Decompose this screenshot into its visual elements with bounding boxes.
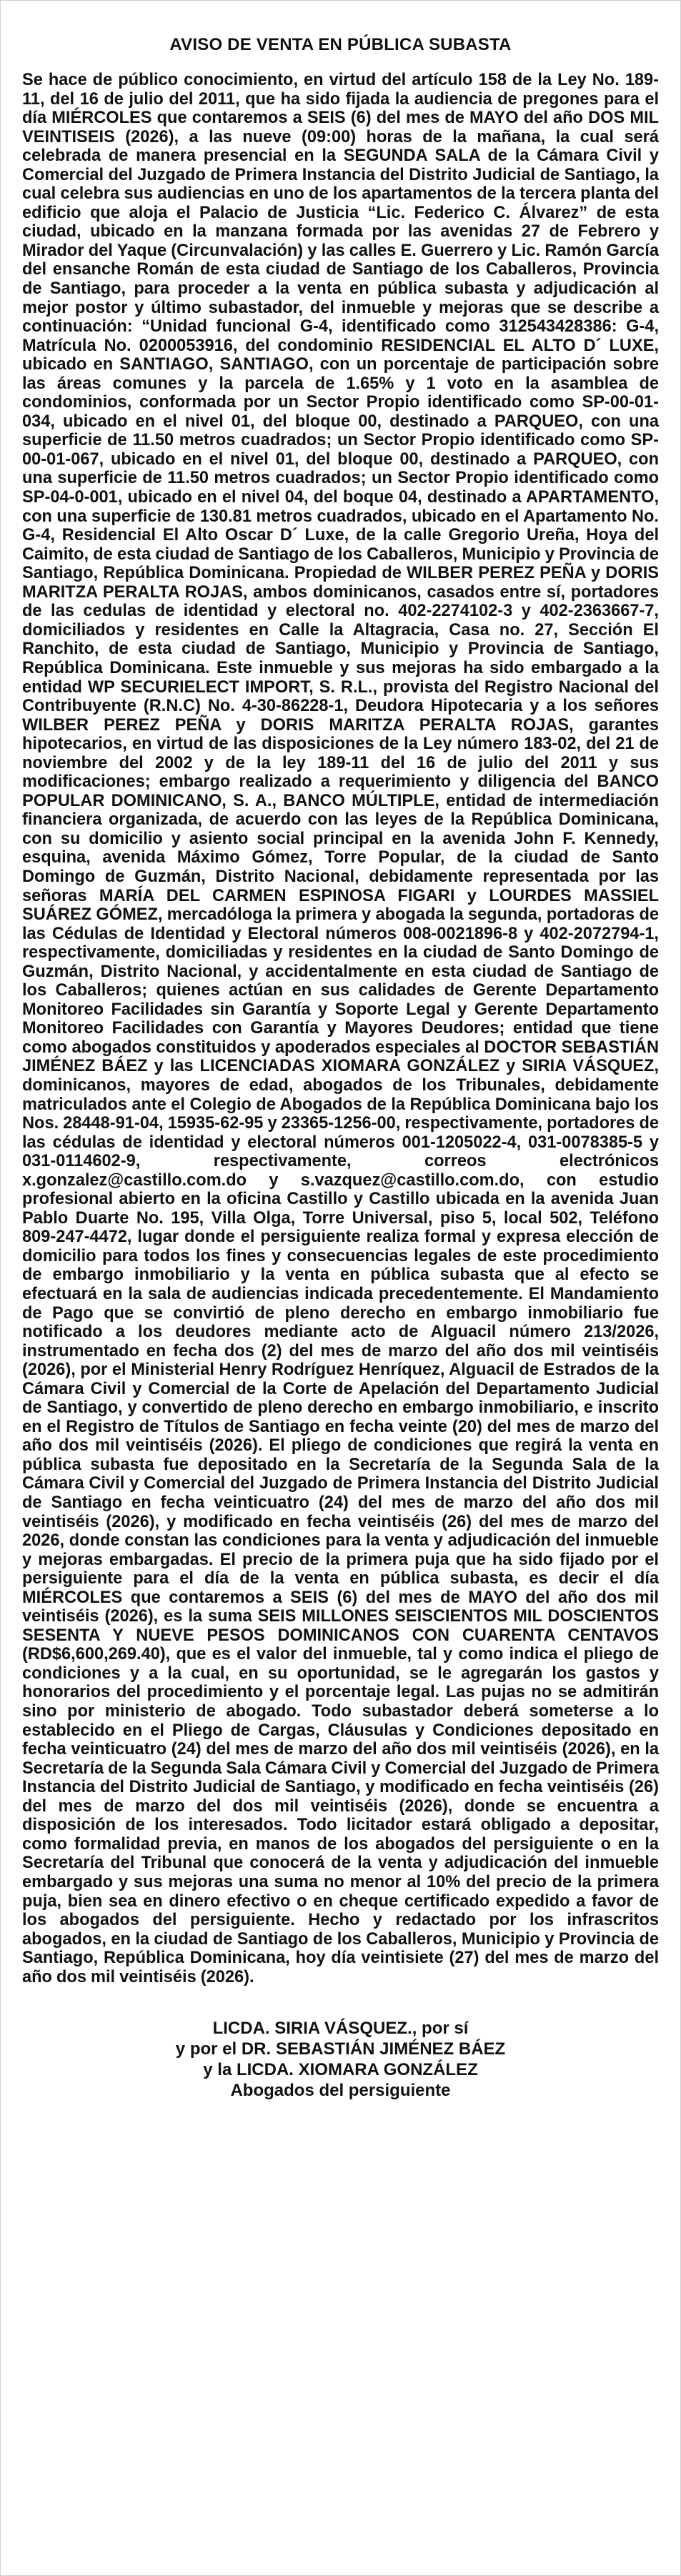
signature-line-4: Abogados del persiguiente bbox=[230, 2081, 451, 2101]
notice-title: AVISO DE VENTA EN PÚBLICA SUBASTA bbox=[169, 35, 512, 54]
notice-body: Se hace de público conocimiento, en virtud del artículo 158 de la Ley No. 189-11, del 16 de julio del 2011, que ha sido fijada la audiencia de pregones para el día MIÉRCOLES que contaremos a SEIS (6) del mes de MAYO del año DOS MIL VEINTISEIS (2026), a las nueve (09:00) horas de la mañana, la cual será celebrada de manera presencial en la SEGUNDA SALA de la Cámara Civil y Comercial del Juzgado de Primera Instancia del Distrito Judicial de Santiago, la cual celebra sus audiencias en uno de los apartamentos de la tercera planta del edificio que aloja el Palacio de Justicia “Lic. Federico C. Álvarez” de esta ciudad, ubicado en la manzana formada por las avenidas 27 de Febrero y Mirador del Yaque (Circunvalación) y las calles E. Guerrero y Lic. Ramón García del ensanche Román de esta ciudad de Santiago de los Caballeros, Provincia de Santiago, para proceder a la venta en pública subasta y adjudicación al mejor postor y último subastador, del inmueble y mejoras que se describe a continuación: “Unidad funcional G-4, identificado como 312543428386: G-4, Matrícula No. 0200053916, del condominio RESIDENCIAL EL ALTO D´ LUXE, ubicado en SANTIAGO, SANTIAGO, con un porcentaje de participación sobre las áreas comunes y la parcela de 1.65% y 1 voto en la asamblea de condominios, conformada por un Sector Propio identificado como SP-00-01-034, ubicado en el nivel 01, del bloque 00, destinado a PARQUEO, con una superficie de 11.50 metros cuadrados; un Sector Propio identificado como SP-00-01-067, ubicado en el nivel 01, del bloque 00, destinado a PARQUEO, con una superficie de 11.50 metros cuadrados; un Sector Propio identificado como SP-04-0-001, ubicado en el nivel 04, del boque 04, destinado a APARTAMENTO, con una superficie de 130.81 metros cuadrados, ubicado en el Apartamento No. G-4, Residencial El Alto Oscar D´ Luxe, de la calle Gregorio Ureña, Hoya del Caimito, de esta ciudad de Santiago de los Caballeros, Municipio y Provincia de Santiago, República Dominicana. Propiedad de WILBER PEREZ PEÑA y DORIS MARITZA PERALTA ROJAS, ambos dominicanos, casados entre sí, portadores de las cedulas de identidad y electoral no. 402-2274102-3 y 402-2363667-7, domiciliados y residentes en Calle la Altagracia, Casa no. 27, Sección El Ranchito, de esta ciudad de Santiago, Municipio y Provincia de Santiago, República Dominicana. Este inmueble y sus mejoras ha sido embargado a la entidad WP SECURIELECT IMPORT, S. R.L., provista del Registro Nacional del Contribuyente (R.N.C) No. 4-30-86228-1, Deudora Hipotecaria y a los señores WILBER PEREZ PEÑA y DORIS MARITZA PERALTA ROJAS, garantes hipotecarios, en virtud de las disposiciones de la Ley número 183-02, del 21 de noviembre del 2002 y de la ley 189-11 del 16 de julio del 2011 y sus modificaciones; embargo realizado a requerimiento y diligencia del BANCO POPULAR DOMINICANO, S. A., BANCO MÚLTIPLE, entidad de intermediación financiera organizada, de acuerdo con las leyes de la República Dominicana, con su domicilio y asiento social principal en la avenida John F. Kennedy, esquina, avenida Máximo Gómez, Torre Popular, de la ciudad de Santo Domingo de Guzmán, Distrito Nacional, debidamente representada por las señoras MARÍA DEL CARMEN ESPINOSA FIGARI y LOURDES MASSIEL SUÁREZ GÓMEZ, mercadóloga la primera y abogada la segunda, portadoras de las Cédulas de Identidad y Electoral números 008-0021896-8 y 402-2072794-1, respectivamente, domiciliadas y residentes en la ciudad de Santo Domingo de Guzmán, Distrito Nacional, y accidentalmente en esta ciudad de Santiago de los Caballeros; quienes actúan en sus calidades de Gerente Departamento Monitoreo Facilidades sin Garantía y Soporte Legal y Gerente Departamento Monitoreo Facilidades con Garantía y Mayores Deudores; entidad que tiene como abogados constituidos y apoderados especiales al DOCTOR SEBASTIÁN JIMÉNEZ BÁEZ y las LICENCIADAS XIOMARA GONZÁLEZ y SIRIA VÁSQUEZ, dominicanos, mayores de edad, abogados de los Tribunales, debidamente matriculados ante el Colegio de Abogados de la República Dominicana bajo los Nos. 28448-91-04, 15935-62-95 y 23365-1256-00, respectivamente, portadores de las cédulas de identidad y electoral números 001-1205022-4, 031-0078385-5 y 031-0114602-9, respectivamente, correos electrónicos x.gonzalez@castillo.com.do y s.vazquez@castillo.com.do, con estudio profesional abierto en la oficina Castillo y Castillo ubicada en la avenida Juan Pablo Duarte No. 195, Villa Olga, Torre Universal, piso 5, local 502, Teléfono 809-247-4472, lugar donde el persiguiente realiza formal y expresa elección de domicilio para todos los fines y consecuencias legales de este procedimiento de embargo inmobiliario y la venta en pública subasta que al efecto se efectuará en la sala de audiencias indicada precedentemente. El Mandamiento de Pago que se convirtió de pleno derecho en embargo inmobiliario fue notificado a los deudores mediante acto de Alguacil número 213/2026, instrumentado en fecha dos (2) del mes de marzo del año dos mil veintiséis (2026), por el Ministerial Henry Rodríguez Henríquez, Alguacil de Estrados de la Cámara Civil y Comercial de la Corte de Apelación del Departamento Judicial de Santiago, y convertido de pleno derecho en embargo inmobiliario, e inscrito en el Registro de Títulos de Santiago en fecha veinte (20) del mes de marzo del año dos mil veintiséis (2026). El pliego de condiciones que regirá la venta en pública subasta fue depositado en la Secretaría de la Segunda Sala de la Cámara Civil y Comercial del Juzgado de Primera Instancia del Distrito Judicial de Santiago en fecha veinticuatro (24) del mes de marzo del año dos mil veintiséis (2026), y modificado en fecha veintiséis (26) del mes de marzo del 2026, donde constan las condiciones para la venta y adjudicación del inmueble y mejoras embargadas. El precio de la primera puja que ha sido fijado por el persiguiente para el día de la venta en pública subasta, es decir el día MIÉRCOLES que contaremos a SEIS (6) del mes de MAYO del año dos mil veintiséis (2026), es la suma SEIS MILLONES SEISCIENTOS MIL DOSCIENTOS SESENTA Y NUEVE PESOS DOMINICANOS CON CUARENTA CENTAVOS (RD$6,600,269.40), que es el valor del inmueble, tal y como indica el pliego de condiciones y a la cual, en su oportunidad, se le agregarán los gastos y honorarios del procedimiento y el porcentaje legal. Las pujas no se admitirán sino por ministerio de abogado. Todo subastador deberá someterse a lo establecido en el Pliego de Cargas, Cláusulas y Condiciones depositado en fecha veinticuatro (24) del mes de marzo del año dos mil veintiséis (2026), en la Secretaría de la Segunda Sala Cámara Civil y Comercial del Juzgado de Primera Instancia del Distrito Judicial de Santiago, y modificado en fecha veintiséis (26) del mes de marzo del dos mil veintiséis (2026), donde se encuentra a disposición de los interesados. Todo licitador estará obligado a depositar, como formalidad previa, en manos de los abogados del persiguiente o en la Secretaría del Tribunal que conocerá de la venta y adjudicación del inmueble embargado y sus mejoras una suma no menor al 10% del precio de la primera puja, bien sea en dinero efectivo o en cheque certificado expedido a favor de los abogados del persiguiente. Hecho y redactado por los infrascritos abogados, en la ciudad de Santiago de los Caballeros, Municipio y Provincia de Santiago, República Dominicana, hoy día veintisiete (27) del mes de marzo del año dos mil veintiséis (2026). bbox=[22, 71, 659, 1986]
signature-line-2: y por el DR. SEBASTIÁN JIMÉNEZ BÁEZ bbox=[175, 2039, 506, 2059]
signature-block bbox=[22, 2018, 659, 2101]
signature-line-3: y la LICDA. XIOMARA GONZÁLEZ bbox=[203, 2060, 478, 2080]
signature-line-1: LICDA. SIRIA VÁSQUEZ., por sí bbox=[212, 2019, 469, 2039]
